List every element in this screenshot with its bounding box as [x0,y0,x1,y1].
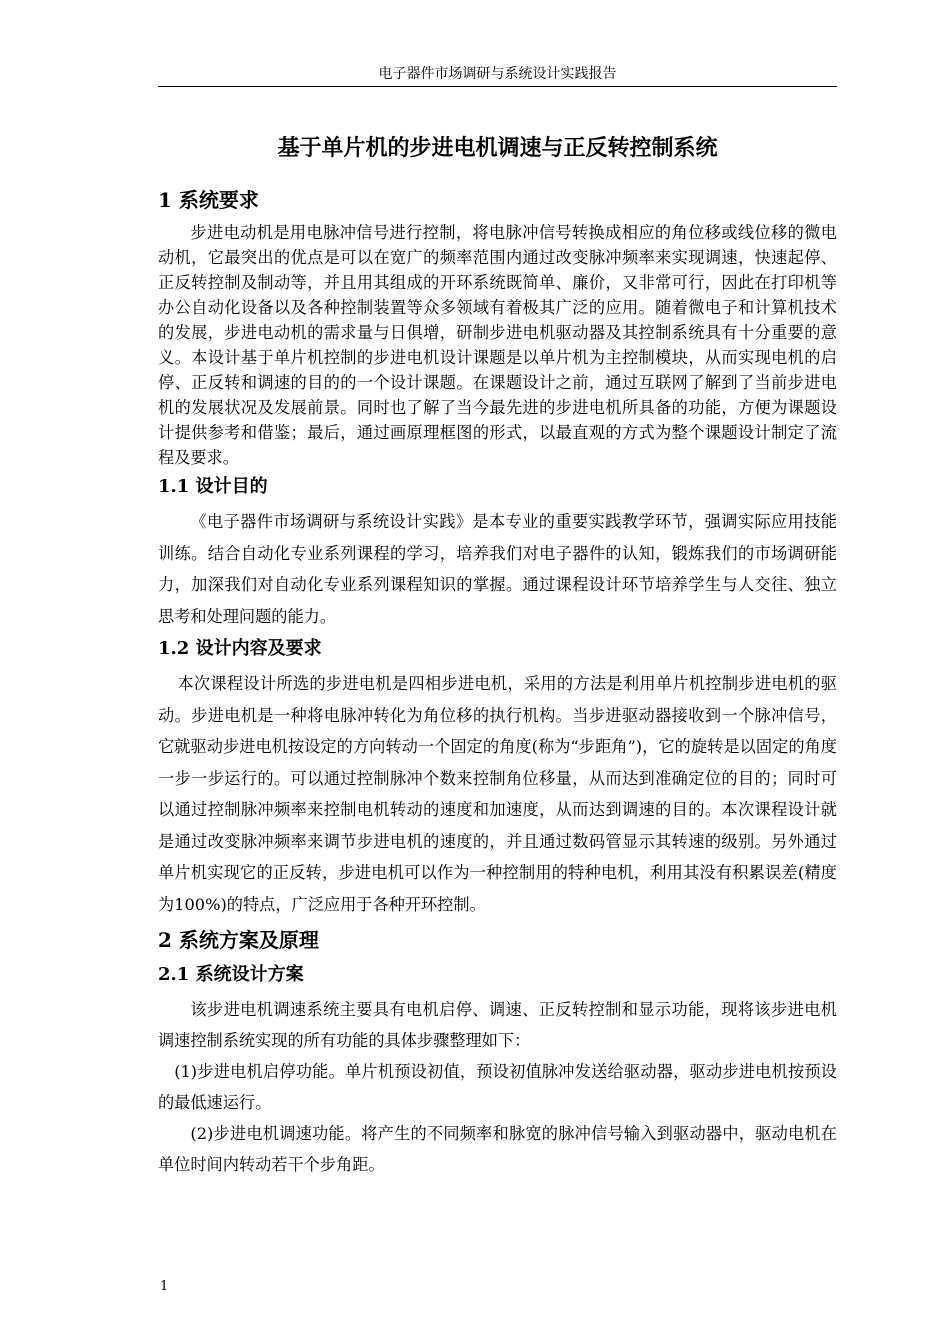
section-heading-2: 2 系统方案及原理 [158,928,319,952]
section-heading-1-1: 1.1 设计目的 [158,476,268,497]
section-1-2-paragraph: 本次课程设计所选的步进电机是四相步进电机，采用的方法是利用单片机控制步进电机的驱动。步进电机是一种将电脉冲转化为角位移的执行机构。当步进驱动器接收到一个脉冲信号，它就驱动步进电机按设定的方向转动一个固定的角度(称为“步距角”)，它的旋转是以固定的角度一步一步运行的。可以通过控制脉冲个数来控制角位移量，从而达到准确定位的目的；同时可以通过控制脉冲频率来控制电机转动的速度和加速度，从而达到调速的目的。本次课程设计就是通过改变脉冲频率来调节步进电机的速度的，并且通过数码管显示其转速的级别。另外通过单片机实现它的正反转，步进电机可以作为一种控制用的特种电机，利用其没有积累误差(精度为100%)的特点，广泛应用于各种开环控制。 [158,674,837,914]
list-item: (2)步进电机调速功能。将产生的不同频率和脉宽的脉冲信号输入到驱动器中，驱动电机在单位时间内转动若干个步角距。 [158,1124,837,1174]
list-item: (1)步进电机启停功能。单片机预设初值，预设初值脉冲发送给驱动器，驱动步进电机按预设的最低速运行。 [158,1062,837,1112]
page-number: 1 [160,1279,169,1294]
section-heading-1: 1 系统要求 [158,188,259,212]
running-header: 电子器件市场调研与系统设计实践报告 [158,64,837,87]
section-1-1-paragraph: 《电子器件市场调研与系统设计实践》是本专业的重要实践教学环节，强调实际应用技能训练。结合自动化专业系列课程的学习，培养我们对电子器件的认知，锻炼我们的市场调研能力，加深我们对自动化专业系列课程知识的掌握。通过课程设计环节培养学生与人交往、独立思考和处理问题的能力。 [158,512,837,626]
document-title: 基于单片机的步进电机调速与正反转控制系统 [277,135,718,161]
section-1-paragraph: 步进电动机是用电脉冲信号进行控制，将电脉冲信号转换成相应的角位移或线位移的微电动机，它最突出的优点是可以在宽广的频率范围内通过改变脉冲频率来实现调速，快速起停、正反转控制及制动等，并且用其组成的开环系统既简单、廉价，又非常可行，因此在打印机等办公自动化设备以及各种控制装置等众多领域有着极其广泛的应用。随着微电子和计算机技术的发展，步进电动机的需求量与日俱增，研制步进电机驱动器及其控制系统具有十分重要的意义。本设计基于单片机控制的步进电机设计课题是以单片机为主控制模块，从而实现电机的启停、正反转和调速的目的的一个设计课题。在课题设计之前，通过互联网了解到了当前步进电机的发展状况及发展前景。同时也了解了当今最先进的步进电机所具备的功能，方便为课题设计提供参考和借鉴；最后，通过画原理框图的形式，以最直观的方式为整个课题设计制定了流程及要求。 [158,223,837,467]
section-2-1-paragraph: 该步进电机调速系统主要具有电机启停、调速、正反转控制和显示功能，现将该步进电机调速控制系统实现的所有功能的具体步骤整理如下： [158,1000,837,1050]
section-heading-1-2: 1.2 设计内容及要求 [158,638,322,659]
section-heading-2-1: 2.1 系统设计方案 [158,964,304,985]
document-body [158,130,837,1180]
